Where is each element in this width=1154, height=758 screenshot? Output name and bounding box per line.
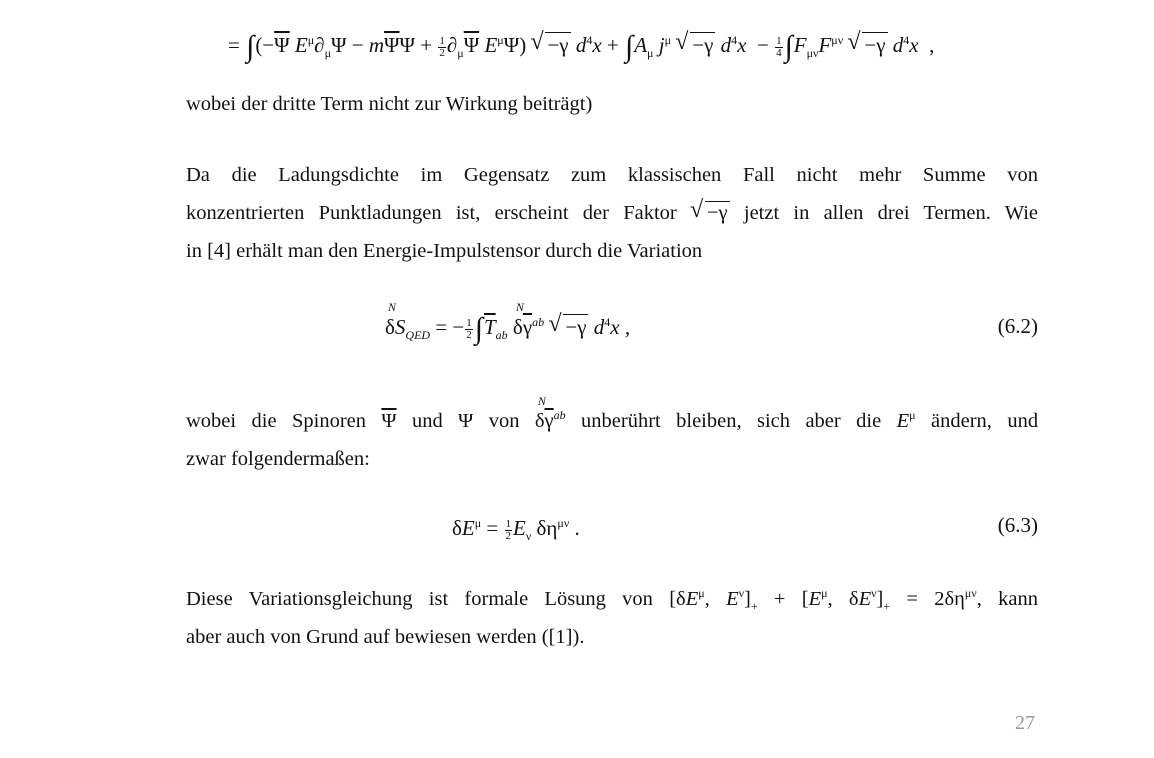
paragraph-2-line-2-a: konzentrierten Punktladungen ist, erscheint der Faktor — [186, 202, 677, 224]
equation-6-3: $\delta E^\mu$ = $\frac{1}{2}$ $E_\nu$ $\delta\eta^{\mu\nu}$ . — [452, 516, 580, 544]
paragraph-1: wobei der dritte Term nicht zur Wirkung beiträgt) — [186, 93, 593, 115]
sqrt-gamma: √ −γ — [691, 194, 730, 232]
page-number: 27 — [1015, 712, 1035, 734]
equation-action: = $\int(-\overline{\Psi}$ $E^\mu\partial_\mu\Psi - m\overline{\Psi}\Psi$ + $\frac{1}{2}$ $\partial_\mu\overline{\Psi}$ $E^\mu\Psi$) √ −γ $d^4x + \int A_\mu$ $j^\mu$ √ −γ $d^4x$ − $\frac{1}{4}$ $\int F_{\mu\nu}F^{\mu\nu}$ √ −γ $d^4x$ , — [228, 30, 934, 62]
paragraph-4-line-2: aber auch von Grund auf bewiesen werden ([1]). — [186, 626, 585, 648]
paragraph-3-line-1: wobei die Spinoren $\overline{\Psi}$ und Ψ von N $\delta\overline{\gamma}^{ab}$ unberührt bleiben, sich aber die $E^\mu$ ändern, und — [186, 402, 1038, 478]
paragraph-3-d: unberührt bleiben, sich aber die — [581, 410, 882, 432]
paragraph-3-a: wobei die Spinoren — [186, 410, 366, 432]
paragraph-4-a: Diese Variationsgleichung ist formale Lösung von — [186, 588, 653, 610]
equation-6-2: N $\delta S_{QED}$ = − $\frac{1}{2}$ $\int\overline{T}_{ab}$ N $\delta\overline{\gamma}^{ab}$ √ −γ $d^4x$ , — [385, 312, 630, 344]
delta-gamma-symbol: N δ — [534, 394, 546, 432]
equation-number-6-2: (6.2) — [997, 314, 1038, 338]
E-mu-symbol: $E^\mu$ — [896, 408, 916, 432]
psi-bar-symbol: $\overline{\Psi}$ — [381, 410, 397, 432]
paragraph-3-line-2: zwar folgendermaßen: — [186, 448, 370, 470]
paragraph-2-line-2-b: jetzt in allen drei Termen. Wie — [743, 202, 1039, 224]
equation-comma: , — [929, 33, 935, 57]
paragraph-2-line-1: Da die Ladungsdichte im Gegensatz zum klassischen Fall nicht mehr Summe von — [186, 164, 1038, 186]
paragraph-3-b: und — [411, 410, 443, 432]
paragraph-4-b: kann — [998, 588, 1038, 610]
paragraph-3-e: ändern, und — [931, 410, 1039, 432]
equation-number-6-3: (6.3) — [997, 513, 1038, 537]
paragraph-2-line-3: in [4] erhält man den Energie-Impulstensor durch die Variation — [186, 240, 703, 262]
anticommutator-equation: [$\delta E^\mu$, $E^\nu]_+ + [E^\mu$, $\delta E^\nu]_+ = 2\delta\eta^{\mu\nu}$, — [669, 586, 982, 614]
psi-symbol: Ψ — [458, 410, 474, 432]
paragraph-3-c: von — [488, 410, 520, 432]
